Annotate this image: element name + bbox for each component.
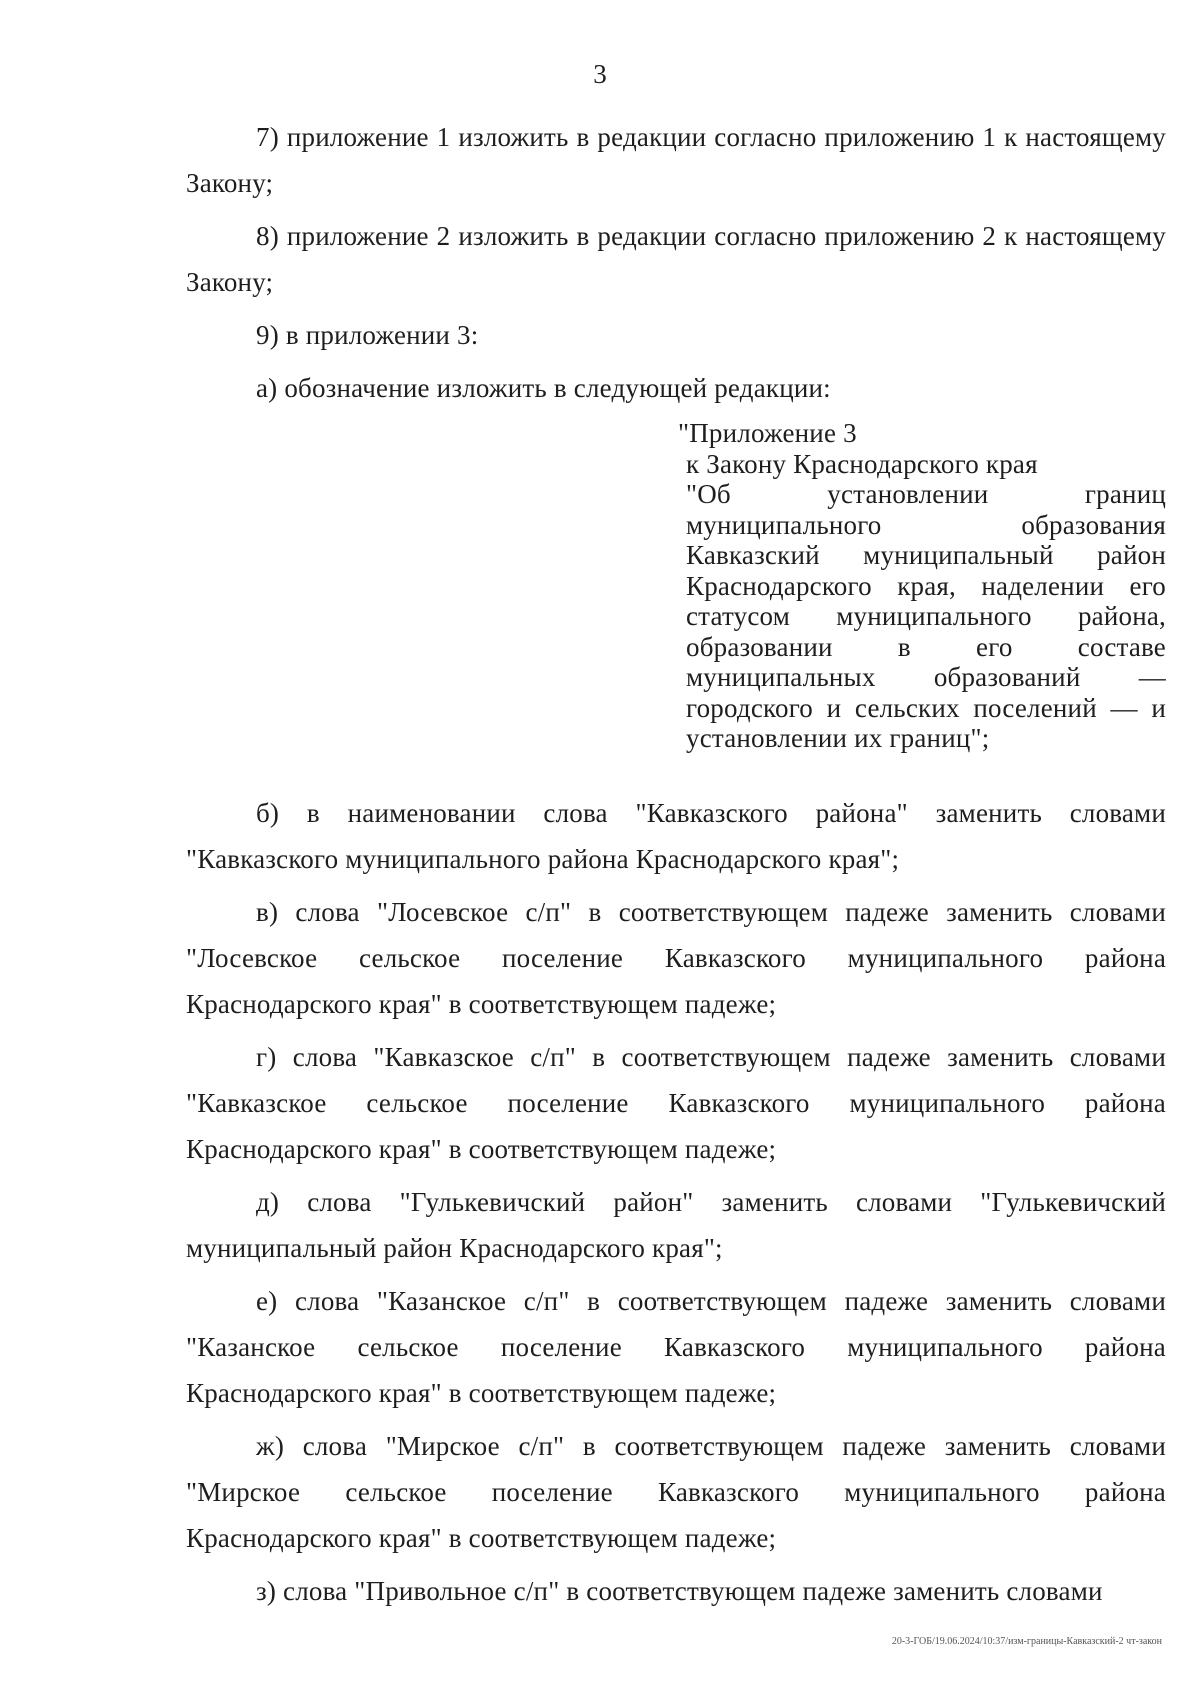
page-number: 3 xyxy=(593,59,607,89)
paragraph-subitem-z: з) слова "Привольное с/п" в соответствующем падеже заменить словами xyxy=(256,1575,1103,1606)
paragraph-subitem-d: д) слова "Гулькевичский район" заменить словами "Гулькевичский муниципальный район Краснодарского края"; xyxy=(186,1186,1166,1263)
paragraph-item-9: 9) в приложении 3: xyxy=(256,320,479,350)
appendix-header-block xyxy=(186,418,1166,754)
footer-document-stamp: 20-3-ГОБ/19.06.2024/10:37/изм-границы-Кавказский-2 чт-закон xyxy=(891,1636,1162,1647)
paragraph-item-8: 8) приложение 2 изложить в редакции согласно приложению 2 к настоящему Закону; xyxy=(186,221,1166,297)
paragraph-item-7: 7) приложение 1 изложить в редакции согласно приложению 1 к настоящему Закону; xyxy=(186,122,1166,198)
paragraph-subitem-a: а) обозначение изложить в следующей редакции: xyxy=(256,373,831,403)
paragraph-subitem-g: г) слова "Кавказское с/п" в соответствующем падеже заменить словами "Кавказское сельское поселение Кавказского муниципального района Краснодарского края" в соответствующем падеже; xyxy=(186,1041,1166,1164)
appendix-law-name: "Об установлении границ муниципального образования Кавказский муниципальный район Краснодарского края, наделении его статусом муниципального района, образовании в его составе муниципальных образований — городского и сельских поселений — и установлении их границ"; xyxy=(686,479,1166,753)
appendix-title: "Приложение 3 xyxy=(678,418,857,448)
document-body xyxy=(186,114,1166,1621)
appendix-law-reference: к Закону Краснодарского края xyxy=(686,448,1038,479)
paragraph-subitem-e: е) слова "Казанское с/п" в соответствующем падеже заменить словами "Казанское сельское поселение Кавказского муниципального района Краснодарского края" в соответствующем падеже; xyxy=(186,1285,1166,1408)
paragraph-subitem-zh: ж) слова "Мирское с/п" в соответствующем падеже заменить словами "Мирское сельское поселение Кавказского муниципального района Краснодарского края" в соответствующем падеже; xyxy=(186,1430,1166,1553)
paragraph-subitem-b: б) в наименовании слова "Кавказского района" заменить словами "Кавказского муниципального района Краснодарского края"; xyxy=(186,797,1166,874)
paragraph-subitem-v: в) слова "Лосевское с/п" в соответствующем падеже заменить словами "Лосевское сельское поселение Кавказского муниципального района Краснодарского края" в соответствующем падеже; xyxy=(186,896,1166,1019)
